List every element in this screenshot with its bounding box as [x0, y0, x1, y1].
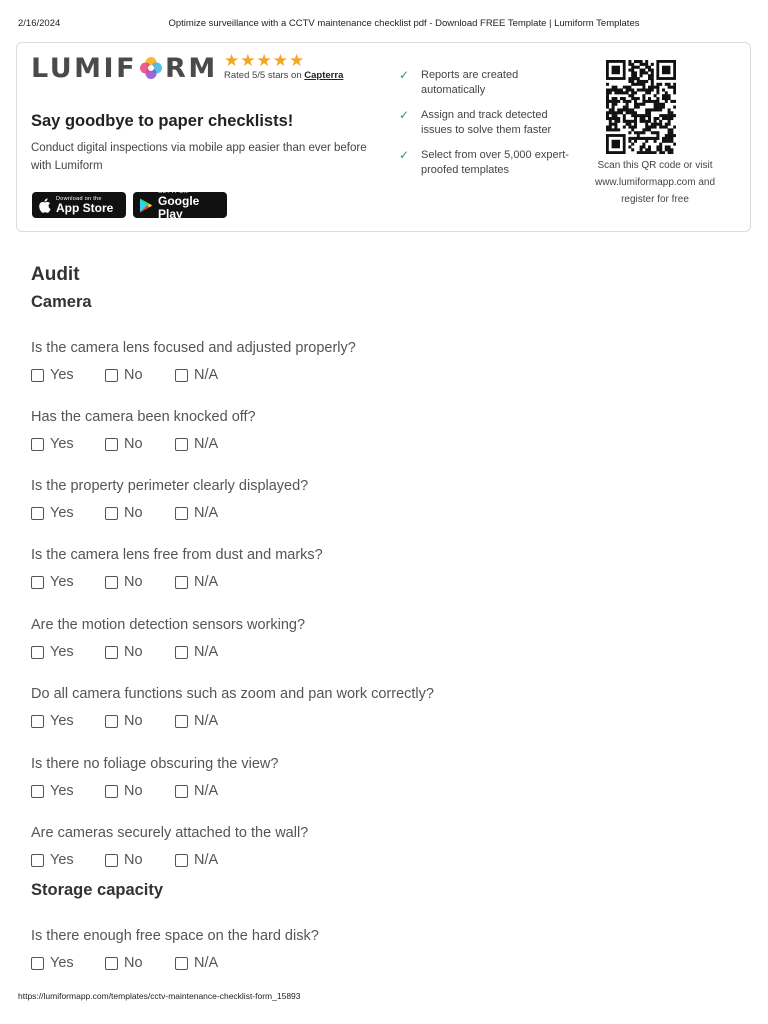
logo-text-right: RM: [165, 52, 218, 84]
option-label: Yes: [50, 436, 74, 452]
option-label: Yes: [50, 367, 74, 383]
section-title-storage: Storage capacity: [31, 881, 164, 899]
option-label: Yes: [50, 955, 74, 971]
option-yes[interactable]: [31, 644, 74, 660]
option-no[interactable]: [105, 436, 143, 452]
option-na[interactable]: [175, 852, 218, 868]
option-label: Yes: [50, 852, 74, 868]
option-label: N/A: [194, 713, 219, 729]
logo-text-left: LUMIF: [31, 52, 138, 84]
option-yes[interactable]: [31, 505, 74, 521]
app-store-small-text: Download on the: [56, 195, 102, 202]
question: Are cameras securely attached to the wall?: [31, 825, 309, 841]
option-label: No: [124, 852, 143, 868]
option-label: No: [124, 783, 143, 799]
checkbox[interactable]: [175, 507, 188, 520]
option-na[interactable]: [175, 955, 218, 971]
option-label: Yes: [50, 505, 74, 521]
print-header: [18, 18, 750, 32]
checkbox[interactable]: [175, 785, 188, 798]
rating-text: [224, 70, 343, 81]
option-yes[interactable]: [31, 955, 74, 971]
rated-prefix: Rated 5/5 stars on: [224, 70, 305, 81]
option-yes[interactable]: [31, 852, 74, 868]
feature-text: Reports are created automatically: [421, 69, 519, 96]
question: Are the motion detection sensors working?: [31, 617, 306, 633]
feature-text: Select from over 5,000 expert-proofed templates: [421, 149, 569, 176]
question: Is there enough free space on the hard disk?: [31, 928, 319, 944]
checkbox[interactable]: [31, 576, 44, 589]
checkbox[interactable]: [175, 957, 188, 970]
option-na[interactable]: [175, 367, 218, 383]
option-label: N/A: [194, 955, 219, 971]
option-label: No: [124, 644, 143, 660]
option-no[interactable]: [105, 783, 143, 799]
option-label: Yes: [50, 783, 74, 799]
feature-list: [399, 68, 574, 188]
question: Is the camera lens free from dust and marks?: [31, 547, 323, 563]
checkbox[interactable]: [175, 576, 188, 589]
google-play-small-text: GET IT ON: [158, 189, 189, 195]
app-store-button[interactable]: [32, 192, 126, 218]
option-label: N/A: [194, 505, 219, 521]
app-store-big-text: App Store: [56, 200, 114, 215]
print-page-title: Optimize surveillance with a CCTV maintenance checklist pdf - Download FREE Template | Lumiform Templates: [168, 18, 640, 29]
option-na[interactable]: [175, 574, 218, 590]
section-title-camera: Camera: [31, 293, 92, 311]
option-label: No: [124, 713, 143, 729]
google-play-big-text: Google Play: [158, 194, 200, 221]
check-icon: ✓: [399, 148, 410, 162]
qr-code-icon[interactable]: [606, 60, 676, 154]
checkbox[interactable]: [31, 957, 44, 970]
option-label: Yes: [50, 574, 74, 590]
option-label: N/A: [194, 644, 219, 660]
option-label: N/A: [194, 367, 219, 383]
option-label: Yes: [50, 644, 74, 660]
rating-stars: [224, 52, 343, 69]
option-yes[interactable]: [31, 574, 74, 590]
option-no[interactable]: [105, 505, 143, 521]
option-label: N/A: [194, 852, 219, 868]
checkbox[interactable]: [105, 715, 118, 728]
option-label: No: [124, 367, 143, 383]
promo-description: Conduct digital inspections via mobile app easier than ever before with Lumiform: [31, 142, 367, 172]
question: Is the property perimeter clearly displayed?: [31, 478, 309, 494]
option-no[interactable]: [105, 367, 143, 383]
checkbox[interactable]: [31, 438, 44, 451]
check-icon: ✓: [399, 108, 410, 122]
lumiform-logo[interactable]: [31, 53, 218, 83]
option-no[interactable]: [105, 852, 143, 868]
option-label: Yes: [50, 713, 74, 729]
checkbox[interactable]: [31, 785, 44, 798]
checkbox[interactable]: [105, 854, 118, 867]
option-no[interactable]: [105, 644, 143, 660]
checkbox[interactable]: [175, 715, 188, 728]
check-icon: ✓: [399, 68, 410, 82]
checkbox[interactable]: [105, 507, 118, 520]
option-yes[interactable]: [31, 436, 74, 452]
audit-title: Audit: [31, 264, 80, 285]
apple-icon: [38, 198, 51, 213]
capterra-link[interactable]: Capterra: [304, 70, 344, 81]
option-label: No: [124, 574, 143, 590]
question: Is the camera lens focused and adjusted properly?: [31, 340, 356, 356]
checkbox[interactable]: [105, 957, 118, 970]
rating: [224, 52, 343, 81]
checkbox[interactable]: [31, 715, 44, 728]
question: Has the camera been knocked off?: [31, 409, 256, 425]
option-no[interactable]: [105, 955, 143, 971]
star-icon: ★: [272, 51, 288, 70]
logo-flower-icon: [139, 56, 163, 80]
feature-text: Assign and track detected issues to solve them faster: [421, 109, 552, 136]
option-na[interactable]: [175, 713, 218, 729]
option-label: No: [124, 505, 143, 521]
option-na[interactable]: [175, 436, 218, 452]
print-date: 2/16/2024: [18, 18, 61, 29]
option-label: N/A: [194, 783, 219, 799]
option-na[interactable]: [175, 505, 218, 521]
checkbox[interactable]: [31, 507, 44, 520]
feature-item: [399, 108, 574, 138]
checkbox[interactable]: [105, 646, 118, 659]
option-no[interactable]: [105, 713, 143, 729]
star-icon: ★: [289, 51, 305, 70]
star-icon: ★: [224, 51, 240, 70]
google-play-icon: [139, 198, 153, 213]
option-label: No: [124, 436, 143, 452]
option-yes[interactable]: [31, 713, 74, 729]
checkbox[interactable]: [31, 854, 44, 867]
checkbox[interactable]: [31, 646, 44, 659]
checkbox[interactable]: [105, 369, 118, 382]
checkbox[interactable]: [31, 369, 44, 382]
print-footer-url: https://lumiformapp.com/templates/cctv-maintenance-checklist-form_15893: [18, 991, 301, 1001]
checkbox[interactable]: [175, 854, 188, 867]
question: Do all camera functions such as zoom and pan work correctly?: [31, 686, 434, 702]
option-na[interactable]: [175, 783, 218, 799]
feature-item: [399, 68, 574, 98]
feature-item: [399, 148, 574, 178]
checkbox[interactable]: [175, 646, 188, 659]
option-label: N/A: [194, 574, 219, 590]
checkbox[interactable]: [175, 438, 188, 451]
option-label: N/A: [194, 436, 219, 452]
option-yes[interactable]: [31, 367, 74, 383]
star-icon: ★: [240, 51, 256, 70]
checkbox[interactable]: [175, 369, 188, 382]
google-play-button[interactable]: [133, 189, 227, 221]
qr-caption: Scan this QR code or visit www.lumiformapp.com and register for free: [594, 160, 716, 205]
option-label: No: [124, 955, 143, 971]
checkbox[interactable]: [105, 785, 118, 798]
promo-banner: [16, 42, 751, 232]
promo-headline: Say goodbye to paper checklists!: [31, 112, 294, 130]
checkbox[interactable]: [105, 576, 118, 589]
option-no[interactable]: [105, 574, 143, 590]
checkbox[interactable]: [105, 438, 118, 451]
option-yes[interactable]: [31, 783, 74, 799]
star-icon: ★: [256, 51, 272, 70]
question: Is there no foliage obscuring the view?: [31, 756, 279, 772]
option-na[interactable]: [175, 644, 218, 660]
